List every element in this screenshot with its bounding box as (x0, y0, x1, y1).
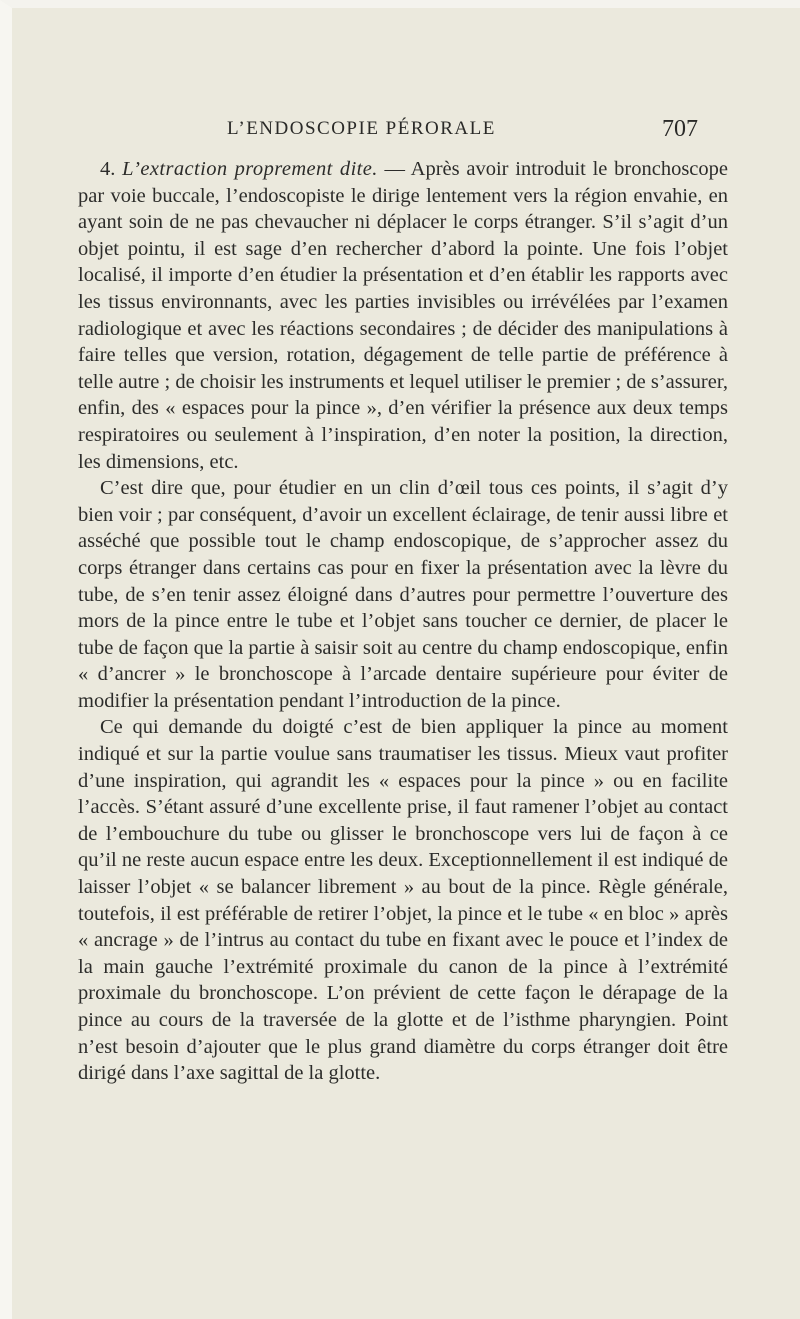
section-number: 4. (100, 158, 116, 180)
section-title: L’extraction proprement dite. (122, 158, 378, 180)
section-dash: — (377, 158, 411, 180)
body-text (78, 156, 728, 1087)
paragraph-1-text: Après avoir introduit le bronchoscope par voie buccale, l’endoscopiste le dirige lentement vers la région envahie, en ayant soin de ne pas chevaucher ni déplacer le corps étranger. S’il s’agit d’un objet pointu, il est sage d’en rechercher d’abord la pointe. Une fois l’objet localisé, il importe d’en étudier la présentation et d’en établir les rapports avec les tissus environnants, avec les parties invisibles ou irrévélées par l’examen radiologique et avec les réactions secondaires ; de décider des manipulations à faire telles que version, rotation, dégagement de telle partie de préférence à telle autre ; de choisir les instruments et lequel utiliser le premier ; de s’assurer, enfin, des « espaces pour la pince », d’en vérifier la présence aux deux temps respiratoires ou seulement à l’inspiration, d’en noter la position, la direction, les dimensions, etc. (78, 158, 728, 473)
paragraph-3: Ce qui demande du doigté c’est de bien appliquer la pince au moment indiqué et sur la partie voulue sans traumatiser les tissus. Mieux vaut profiter d’une inspiration, qui agrandit les « espaces pour la pince » ou en facilite l’accès. S’étant assuré d’une excellente prise, il faut ramener l’objet au contact de l’embouchure du tube ou glisser le bronchoscope vers lui de façon à ce qu’il ne reste aucun espace entre les deux. Exceptionnellement il est indiqué de laisser l’objet « se balancer librement » au bout de la pince. Règle générale, toutefois, il est préférable de retirer l’objet, la pince et le tube « en bloc » après « ancrage » de l’intrus au contact du tube en fixant avec le pouce et l’index de la main gauche l’extrémité proximale du canon de la pince à l’extrémité proximale du bronchoscope. L’on prévient de cette façon le dérapage de la pince au cours de la traversée de la glotte et de l’isthme pharyngien. Point n’est besoin d’ajouter que le plus grand diamètre du corps étranger doit être dirigé dans l’axe sagittal de la glotte. (78, 716, 728, 1085)
paragraph-2: C’est dire que, pour étudier en un clin d’œil tous ces points, il s’agit d’y bien voir ; par conséquent, d’avoir un excellent éclairage, de tenir aussi libre et asséché que possible tout le champ endoscopique, de s’approcher assez du corps étranger dans certains cas pour en fixer la présentation avec la lèvre du tube, de s’en tenir assez éloigné dans d’autres pour permettre l’ouverture des mors de la pince entre le tube et l’objet sans toucher ce dernier, de placer le tube de façon que la partie à saisir soit au centre du champ endoscopique, enfin « d’ancrer » le bronchoscope à l’arcade dentaire supérieure pour éviter de modifier la présentation pendant l’introduction de la pince. (78, 477, 728, 712)
paragraph-1 (78, 156, 728, 475)
running-head: L’ENDOSCOPIE PÉRORALE (227, 118, 496, 139)
page-number: 707 (662, 116, 698, 142)
